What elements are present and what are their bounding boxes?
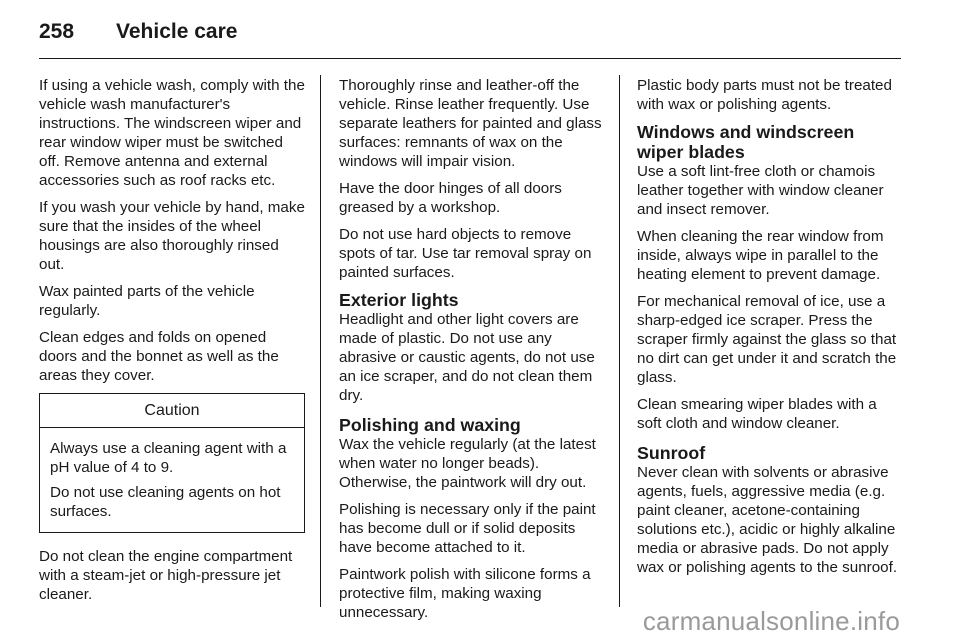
column-divider-2 — [619, 75, 620, 607]
column-2 — [339, 76, 603, 630]
paragraph: For mechanical removal of ice, use a sharp-edged ice scraper. Press the scraper firmly against the glass so that no dirt can get under it and scratch the glass. — [637, 293, 897, 386]
paragraph: Do not use hard objects to remove spots of tar. Use tar removal spray on painted surfaces. — [339, 226, 592, 281]
watermark: carmanualsonline.info — [642, 606, 900, 636]
paragraph: Plastic body parts must not be treated with wax or polishing agents. — [637, 77, 892, 113]
paragraph: Clean smearing wiper blades with a soft cloth and window cleaner. — [637, 396, 877, 432]
column-1 — [39, 76, 305, 612]
caution-text: Always use a cleaning agent with a pH value of 4 to 9. — [50, 440, 287, 476]
header-rule — [39, 58, 901, 59]
paragraph: Never clean with solvents or abrasive agents, fuels, aggressive media (e.g. paint cleaner, acetone-containing solutions etc.), acidic or highly alkaline media or abrasive pads. Do not apply wax or polishing agents to the sunroof. — [637, 464, 898, 576]
paragraph: Thoroughly rinse and leather-off the vehicle. Rinse leather frequently. Use separate leathers for painted and glass surfaces: remnants of wax on the windows will impair vision. — [339, 77, 602, 170]
paragraph: Headlight and other light covers are made of plastic. Do not use any abrasive or caustic agents, do not use an ice scraper, and do not clean them dry. — [339, 311, 595, 404]
paragraph: Clean edges and folds on opened doors and the bonnet as well as the areas they cover. — [39, 329, 279, 384]
paragraph: Wax the vehicle regularly (at the latest when water no longer beads). Otherwise, the paintwork will dry out. — [339, 436, 596, 491]
paragraph: Have the door hinges of all doors greased by a workshop. — [339, 180, 562, 216]
paragraph: If you wash your vehicle by hand, make sure that the insides of the wheel housings are also thoroughly rinsed out. — [39, 199, 305, 273]
chapter-title: Vehicle care — [116, 20, 238, 43]
section-heading: Polishing and waxing — [339, 415, 521, 435]
paragraph: Do not clean the engine compartment with a steam-jet or high-pressure jet cleaner. — [39, 548, 293, 603]
page-number: 258 — [39, 20, 75, 43]
column-divider-1 — [320, 75, 321, 607]
section-heading: Windows and windscreen wiper blades — [637, 122, 855, 162]
paragraph: Use a soft lint-free cloth or chamois leather together with window cleaner and insect remover. — [637, 163, 884, 218]
caution-text: Do not use cleaning agents on hot surfaces. — [50, 484, 281, 520]
paragraph: Wax painted parts of the vehicle regularly. — [39, 283, 255, 319]
caution-body — [40, 428, 304, 532]
caution-box — [39, 393, 305, 533]
paragraph: When cleaning the rear window from inside, always wipe in parallel to the heating element to prevent damage. — [637, 228, 884, 283]
column-3 — [637, 76, 903, 585]
paragraph: If using a vehicle wash, comply with the vehicle wash manufacturer's instructions. The windscreen wiper and rear window wiper must be switched off. Remove antenna and external accessories such as roof racks etc. — [39, 77, 305, 189]
paragraph: Polishing is necessary only if the paint has become dull or if solid deposits have become attached to it. — [339, 501, 596, 556]
paragraph: Paintwork polish with silicone forms a protective film, making waxing unnecessary. — [339, 566, 591, 621]
caution-title: Caution — [40, 394, 304, 428]
section-heading: Sunroof — [637, 443, 706, 463]
section-heading: Exterior lights — [339, 290, 459, 310]
